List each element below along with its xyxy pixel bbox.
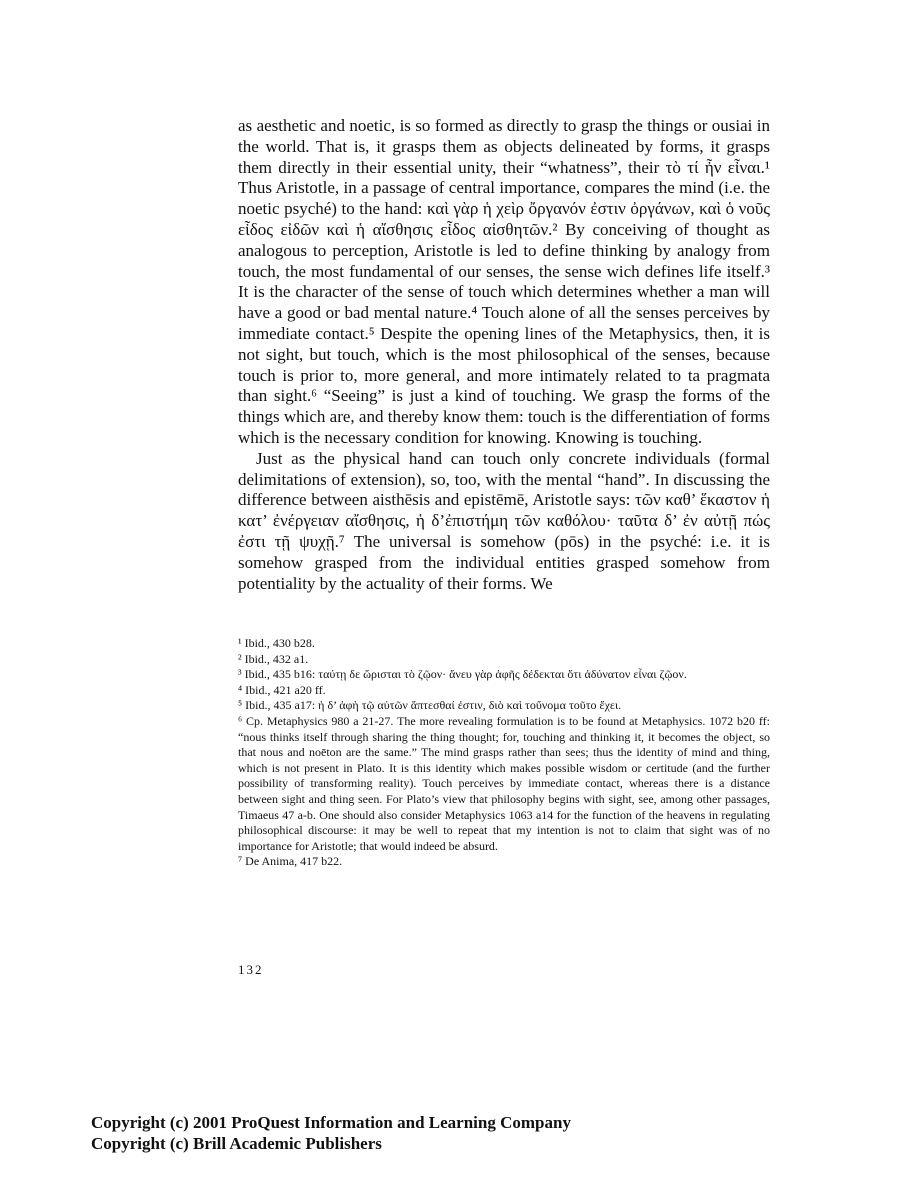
footnote-3: ³ Ibid., 435 b16: ταύτῃ δε ὥρισται τὸ ζῷον· ἄνευ γὰρ ἁφῆς δέδεκται ὅτι ἀδύνατον εἶναι ζῷον. xyxy=(238,667,687,682)
copyright-notice xyxy=(91,1112,571,1154)
footnote-7: ⁷ De Anima, 417 b22. xyxy=(238,854,343,869)
body-paragraph-1: as aesthetic and noetic, is so formed as directly to grasp the things or ousiai in the world. That is, it grasps them as objects delineated by forms, it grasps them directly in their essential unity, their “whatness”, their τὸ τί ἦν εἶναι.¹ Thus Aristotle, in a passage of central importance, compares the mind (i.e. the noetic psyché) to the hand: καὶ γὰρ ἡ χεὶρ ὄργανόν ἐστιν ὀργάνων, καὶ ὁ νοῦς εἶδος εἰδῶν καὶ ἡ αἴσθησις εἶδος αἰσθητῶν.² By conceiving of thought as analogous to perception, Aristotle is led to define thinking by analogy from touch, the most fundamental of our senses, the sense wich defines life itself.³ It is the character of the sense of touch which determines whether a man will have a good or bad mental nature.⁴ Touch alone of all the senses perceives by immediate contact.⁵ Despite the opening lines of the Metaphysics, then, it is not sight, but touch, which is the most philosophical of the senses, because touch is prior to, more general, and more intimately related to ta pragmata than sight.⁶ “Seeing” is just a kind of touching. We grasp the forms of the things which are, and thereby know them: touch is the differentiation of forms which is the necessary condition for knowing. Knowing is touching. xyxy=(238,116,770,447)
footnote-4: ⁴ Ibid., 421 a20 ff. xyxy=(238,682,326,697)
footnote-2: ² Ibid., 432 a1. xyxy=(238,651,309,666)
page-number: 132 xyxy=(238,962,264,977)
footnote-6: ⁶ Cp. Metaphysics 980 a 21-27. The more revealing formulation is to be found at Metaphysics. 1072 b20 ff: “nous thinks itself through sharing the thing thought; for, touching and thinking it, it becomes the object, so that nous and noēton are the same.” The mind grasps rather than sees; thus the identity of mind and thing, which is not present in Plato. It is this identity which makes possible wisdom or certitude (and the further possibility of transforming reality). Touch perceives by immediate contact, whereas there is a distance between sight and thing seen. For Plato’s view that philosophy begins with sight, see, among other passages, Timaeus 47 a-b. One should also consider Metaphysics 1063 a14 for the function of the heavens in regulating philosophical discourse: it may be well to repeat that my intention is not to claim that sight was of no importance for Aristotle; that would indeed be absurd. xyxy=(238,713,770,853)
copyright-line-2: Copyright (c) Brill Academic Publishers xyxy=(91,1134,382,1153)
footnote-5: ⁵ Ibid., 435 a17: ἡ δ’ ἁφὴ τῷ αὐτῶν ἅπτεσθαί ἐστιν, διὸ καὶ τοὔνομα τοῦτο ἔχει. xyxy=(238,698,622,713)
footnote-1: ¹ Ibid., 430 b28. xyxy=(238,636,315,650)
copyright-line-1: Copyright (c) 2001 ProQuest Information and Learning Company xyxy=(91,1113,571,1132)
body-paragraph-2: Just as the physical hand can touch only concrete individuals (formal delimitations of extension), so, too, with the mental “hand”. In discussing the difference between aisthēsis and epistēmē, Aristotle says: τῶν καθ’ ἕκαστον ἡ κατ’ ἐνέργειαν αἴσθησις, ἡ δ’ἐπιστήμη τῶν καθόλου· ταῦτα δ’ ἐν αὐτῇ πώς ἐστι τῇ ψυχῇ.⁷ The universal is somehow (pōs) in the psyché: i.e. it is somehow grasped from the individual entities grasped somehow from potentiality by the actuality of their forms. We xyxy=(238,448,770,593)
body-text xyxy=(238,116,770,594)
footnotes xyxy=(238,636,770,870)
